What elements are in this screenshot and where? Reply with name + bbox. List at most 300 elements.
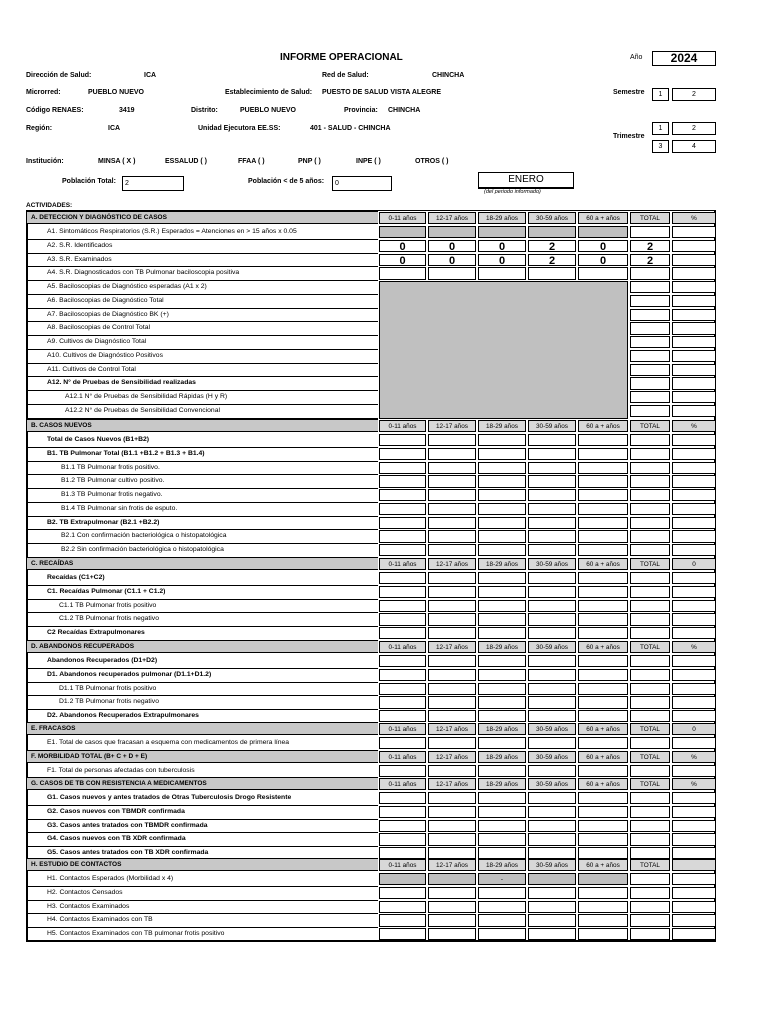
section-h-cell-col-12-17[interactable] <box>428 928 476 940</box>
section-h-cell-col-0-11[interactable] <box>379 901 426 913</box>
section-c-cell-col-12-17[interactable] <box>428 627 476 639</box>
section-a-cell-col-total[interactable] <box>630 226 670 238</box>
section-g-cell-col-pct[interactable] <box>672 820 716 832</box>
section-a-cell-col-60-plus[interactable]: 0 <box>578 240 628 252</box>
section-h-cell-col-total[interactable] <box>630 914 670 926</box>
section-b-cell-col-18-29[interactable] <box>478 544 526 556</box>
section-b-cell-col-30-59[interactable] <box>528 517 576 529</box>
semestre-option-2[interactable]: 2 <box>672 88 716 101</box>
section-a-cell-col-18-29[interactable]: 0 <box>478 240 526 252</box>
section-g-title: G. CASOS DE TB CON RESISTENCIA A MEDICAMENTOS <box>27 777 378 790</box>
trimestre-option-3[interactable]: 3 <box>652 140 669 153</box>
section-a-cell-col-0-11[interactable]: 0 <box>379 254 426 266</box>
section-g-cell-col-60-plus[interactable] <box>578 820 628 832</box>
section-d-cell-col-60-plus[interactable] <box>578 696 628 708</box>
section-a-cell-col-0-11[interactable] <box>379 267 426 279</box>
section-d-cell-col-18-29[interactable] <box>478 655 526 667</box>
section-h-cell-col-total[interactable] <box>630 901 670 913</box>
section-d-cell-col-18-29[interactable] <box>478 696 526 708</box>
section-e-header-col-18-29: 18-29 años <box>478 723 526 735</box>
section-b-cell-col-12-17[interactable] <box>428 503 476 515</box>
section-b-cell-col-30-59[interactable] <box>528 434 576 446</box>
section-e-cell-col-0-11[interactable] <box>379 737 426 749</box>
section-g-cell-col-12-17[interactable] <box>428 792 476 804</box>
section-d-cell-col-12-17[interactable] <box>428 710 476 722</box>
section-d-cell-col-total[interactable] <box>630 669 670 681</box>
section-h-cell-col-pct[interactable] <box>672 887 716 899</box>
section-c-cell-col-0-11[interactable] <box>379 613 426 625</box>
distrito-label: Distrito: <box>191 107 218 114</box>
section-h-cell-col-60-plus[interactable] <box>578 873 628 885</box>
section-h-cell-col-60-plus[interactable] <box>578 914 628 926</box>
section-f-cell-col-60-plus[interactable] <box>578 765 628 777</box>
section-a-cell-col-pct[interactable] <box>672 364 716 376</box>
section-a-cell-col-60-plus[interactable]: 0 <box>578 254 628 266</box>
month-field[interactable]: ENERO <box>478 172 574 189</box>
section-a-cell-col-pct[interactable] <box>672 226 716 238</box>
section-b-cell-col-18-29[interactable] <box>478 448 526 460</box>
section-d-cell-col-30-59[interactable] <box>528 683 576 695</box>
section-c-cell-col-18-29[interactable] <box>478 572 526 584</box>
section-c-cell-col-pct[interactable] <box>672 627 716 639</box>
trimestre-option-2[interactable]: 2 <box>672 122 716 135</box>
section-d-row-label: D1. Abandonos recuperados pulmonar (D1.1+D1.2) <box>47 670 212 678</box>
section-b-cell-col-12-17[interactable] <box>428 475 476 487</box>
section-c-cell-col-18-29[interactable] <box>478 600 526 612</box>
section-b-cell-col-total[interactable] <box>630 434 670 446</box>
section-c-cell-col-0-11[interactable] <box>379 627 426 639</box>
section-a-cell-col-total[interactable] <box>630 281 670 293</box>
section-d-cell-col-18-29[interactable] <box>478 669 526 681</box>
section-h-cell-col-12-17[interactable] <box>428 873 476 885</box>
section-g-cell-col-0-11[interactable] <box>379 833 426 845</box>
section-a-cell-col-pct[interactable] <box>672 391 716 403</box>
section-b-cell-col-pct[interactable] <box>672 448 716 460</box>
section-b-cell-col-pct[interactable] <box>672 530 716 542</box>
section-h-cell-col-18-29[interactable] <box>478 901 526 913</box>
section-h-cell-col-0-11[interactable] <box>379 873 426 885</box>
section-c-cell-col-pct[interactable] <box>672 613 716 625</box>
section-a-cell-col-pct[interactable] <box>672 281 716 293</box>
section-d-cell-col-12-17[interactable] <box>428 669 476 681</box>
section-g-cell-col-0-11[interactable] <box>379 792 426 804</box>
section-c-cell-col-total[interactable] <box>630 586 670 598</box>
semestre-label: Semestre <box>613 89 645 96</box>
section-f-cell-col-pct[interactable] <box>672 765 716 777</box>
section-b-cell-col-total[interactable] <box>630 517 670 529</box>
section-a-cell-col-pct[interactable] <box>672 405 716 417</box>
section-a-cell-col-18-29[interactable] <box>478 226 526 238</box>
section-h-cell-col-0-11[interactable] <box>379 928 426 940</box>
section-b-cell-col-0-11[interactable] <box>379 544 426 556</box>
section-b-cell-col-pct[interactable] <box>672 503 716 515</box>
section-a-cell-col-total[interactable] <box>630 405 670 417</box>
institucion-ffaa[interactable]: FFAA ( ) <box>238 158 265 165</box>
section-h-cell-col-total[interactable] <box>630 873 670 885</box>
section-g-cell-col-18-29[interactable] <box>478 820 526 832</box>
section-b-cell-col-60-plus[interactable] <box>578 503 628 515</box>
section-a-cell-col-total[interactable]: 2 <box>630 254 670 266</box>
section-e-cell-col-total[interactable] <box>630 737 670 749</box>
section-g-cell-col-12-17[interactable] <box>428 847 476 859</box>
section-e-cell-col-60-plus[interactable] <box>578 737 628 749</box>
section-g-cell-col-30-59[interactable] <box>528 833 576 845</box>
section-h-cell-col-30-59[interactable] <box>528 901 576 913</box>
section-d-cell-col-pct[interactable] <box>672 710 716 722</box>
section-g-cell-col-0-11[interactable] <box>379 847 426 859</box>
section-a-cell-col-30-59[interactable] <box>528 226 576 238</box>
section-d-cell-col-30-59[interactable] <box>528 696 576 708</box>
section-b-cell-col-30-59[interactable] <box>528 489 576 501</box>
section-c-cell-col-total[interactable] <box>630 627 670 639</box>
section-d-cell-col-pct[interactable] <box>672 669 716 681</box>
section-b-header-col-pct: % <box>672 420 716 432</box>
section-c-cell-col-pct[interactable] <box>672 600 716 612</box>
report-title: INFORME OPERACIONAL <box>280 52 403 63</box>
section-c-cell-col-pct[interactable] <box>672 586 716 598</box>
section-h-cell-col-total[interactable] <box>630 928 670 940</box>
section-a-cell-col-pct[interactable] <box>672 309 716 321</box>
section-b-cell-col-30-59[interactable] <box>528 503 576 515</box>
section-b-cell-col-0-11[interactable] <box>379 530 426 542</box>
poblacion-total-field[interactable]: 2 <box>122 176 184 191</box>
section-b-cell-col-18-29[interactable] <box>478 475 526 487</box>
section-d-cell-col-18-29[interactable] <box>478 683 526 695</box>
section-d-cell-col-30-59[interactable] <box>528 710 576 722</box>
section-g-cell-col-total[interactable] <box>630 806 670 818</box>
section-h-cell-col-12-17[interactable] <box>428 914 476 926</box>
section-h-cell-col-18-29[interactable] <box>478 928 526 940</box>
institucion-otros[interactable]: OTROS ( ) <box>415 158 449 165</box>
section-d-cell-col-12-17[interactable] <box>428 696 476 708</box>
section-g-cell-col-total[interactable] <box>630 792 670 804</box>
section-b-cell-col-18-29[interactable] <box>478 503 526 515</box>
section-f-cell-col-total[interactable] <box>630 765 670 777</box>
section-b-cell-col-0-11[interactable] <box>379 517 426 529</box>
section-a-cell-col-pct[interactable] <box>672 240 716 252</box>
section-a-cell-col-pct[interactable] <box>672 377 716 389</box>
section-c-cell-col-30-59[interactable] <box>528 600 576 612</box>
section-b-cell-col-18-29[interactable] <box>478 462 526 474</box>
section-a-cell-col-pct[interactable] <box>672 254 716 266</box>
section-f-cell-col-30-59[interactable] <box>528 765 576 777</box>
section-g-row-label: G1. Casos nuevos y antes tratados de Otras Tuberculosis Drogo Resistente <box>47 794 292 801</box>
section-f-cell-col-12-17[interactable] <box>428 765 476 777</box>
section-b-cell-col-30-59[interactable] <box>528 530 576 542</box>
section-g-cell-col-60-plus[interactable] <box>578 792 628 804</box>
section-g-cell-col-12-17[interactable] <box>428 820 476 832</box>
section-g-cell-col-12-17[interactable] <box>428 833 476 845</box>
section-c-cell-col-12-17[interactable] <box>428 600 476 612</box>
section-d-cell-col-60-plus[interactable] <box>578 655 628 667</box>
section-h-cell-col-pct[interactable] <box>672 914 716 926</box>
poblacion-menor5-field[interactable]: 0 <box>332 176 392 191</box>
section-c-cell-col-30-59[interactable] <box>528 572 576 584</box>
section-b-cell-col-18-29[interactable] <box>478 530 526 542</box>
section-h-cell-col-12-17[interactable] <box>428 887 476 899</box>
institucion-inpe[interactable]: INPE ( ) <box>356 158 381 165</box>
section-e-cell-col-18-29[interactable] <box>478 737 526 749</box>
section-h-cell-col-12-17[interactable] <box>428 901 476 913</box>
section-b-cell-col-18-29[interactable] <box>478 434 526 446</box>
section-g-cell-col-pct[interactable] <box>672 833 716 845</box>
section-c-cell-col-60-plus[interactable] <box>578 600 628 612</box>
year-field[interactable]: 2024 <box>652 51 716 66</box>
section-g-cell-col-60-plus[interactable] <box>578 847 628 859</box>
section-d-cell-col-total[interactable] <box>630 710 670 722</box>
section-d-cell-col-12-17[interactable] <box>428 655 476 667</box>
section-a-cell-col-12-17[interactable] <box>428 267 476 279</box>
section-h-cell-col-18-29[interactable] <box>478 914 526 926</box>
section-a-cell-col-12-17[interactable] <box>428 226 476 238</box>
section-a-cell-col-0-11[interactable] <box>379 226 426 238</box>
section-d-cell-col-0-11[interactable] <box>379 683 426 695</box>
section-b-cell-col-pct[interactable] <box>672 517 716 529</box>
section-b-cell-col-total[interactable] <box>630 475 670 487</box>
semestre-option-1[interactable]: 1 <box>652 88 669 101</box>
section-b-cell-col-60-plus[interactable] <box>578 489 628 501</box>
trimestre-option-4[interactable]: 4 <box>672 140 716 153</box>
section-f-cell-col-0-11[interactable] <box>379 765 426 777</box>
section-a-cell-col-18-29[interactable] <box>478 267 526 279</box>
section-d-cell-col-0-11[interactable] <box>379 710 426 722</box>
section-a-cell-col-30-59[interactable]: 2 <box>528 240 576 252</box>
section-d-cell-col-pct[interactable] <box>672 683 716 695</box>
section-c-cell-col-60-plus[interactable] <box>578 613 628 625</box>
section-c-cell-col-total[interactable] <box>630 600 670 612</box>
section-a-cell-col-total[interactable] <box>630 377 670 389</box>
section-h-cell-col-30-59[interactable] <box>528 928 576 940</box>
section-b-row-label: B1.4 TB Pulmonar sin frotis de esputo. <box>61 504 178 512</box>
section-b-cell-col-60-plus[interactable] <box>578 448 628 460</box>
section-f-header-col-pct: % <box>672 751 716 763</box>
section-h-cell-col-60-plus[interactable] <box>578 887 628 899</box>
section-c-cell-col-30-59[interactable] <box>528 627 576 639</box>
section-b-cell-col-60-plus[interactable] <box>578 517 628 529</box>
section-h-cell-col-30-59[interactable] <box>528 873 576 885</box>
section-b-cell-col-12-17[interactable] <box>428 434 476 446</box>
section-d-cell-col-0-11[interactable] <box>379 669 426 681</box>
section-a-row-label: A1. Sintomáticos Respiratorios (S.R.) Esperados = Atenciones en > 15 años x 0.05 <box>47 228 297 235</box>
section-a-cell-col-total[interactable] <box>630 309 670 321</box>
section-b-cell-col-60-plus[interactable] <box>578 544 628 556</box>
section-b-cell-col-12-17[interactable] <box>428 462 476 474</box>
section-d-cell-col-pct[interactable] <box>672 696 716 708</box>
section-d-cell-col-0-11[interactable] <box>379 696 426 708</box>
section-b-cell-col-30-59[interactable] <box>528 448 576 460</box>
section-g-cell-col-30-59[interactable] <box>528 820 576 832</box>
section-a-cell-col-0-11[interactable]: 0 <box>379 240 426 252</box>
section-h-cell-col-0-11[interactable] <box>379 914 426 926</box>
section-a-cell-col-total[interactable]: 2 <box>630 240 670 252</box>
section-c-cell-col-30-59[interactable] <box>528 586 576 598</box>
section-b-cell-col-0-11[interactable] <box>379 475 426 487</box>
section-h-cell-col-18-29[interactable]: - <box>478 873 526 885</box>
section-a-cell-col-total[interactable] <box>630 391 670 403</box>
trimestre-option-1[interactable]: 1 <box>652 122 669 135</box>
section-b-cell-col-total[interactable] <box>630 448 670 460</box>
section-c-cell-col-0-11[interactable] <box>379 600 426 612</box>
section-b-cell-col-30-59[interactable] <box>528 462 576 474</box>
section-c-cell-col-60-plus[interactable] <box>578 586 628 598</box>
section-b-cell-col-60-plus[interactable] <box>578 462 628 474</box>
section-a-cell-col-18-29[interactable]: 0 <box>478 254 526 266</box>
section-g-cell-col-18-29[interactable] <box>478 792 526 804</box>
section-a-cell-col-total[interactable] <box>630 295 670 307</box>
section-b-cell-col-12-17[interactable] <box>428 517 476 529</box>
section-b-cell-col-0-11[interactable] <box>379 489 426 501</box>
section-a-cell-col-12-17[interactable]: 0 <box>428 254 476 266</box>
section-b-header-col-12-17: 12-17 años <box>428 420 476 432</box>
section-g-cell-col-pct[interactable] <box>672 847 716 859</box>
section-d-row-label: D1.2 TB Pulmonar frotis negativo <box>59 698 159 706</box>
institucion-pnp[interactable]: PNP ( ) <box>298 158 321 165</box>
section-b-cell-col-30-59[interactable] <box>528 544 576 556</box>
section-g-cell-col-60-plus[interactable] <box>578 806 628 818</box>
section-g-cell-col-18-29[interactable] <box>478 806 526 818</box>
section-c-cell-col-0-11[interactable] <box>379 586 426 598</box>
section-a-cell-col-60-plus[interactable] <box>578 267 628 279</box>
section-c-cell-col-18-29[interactable] <box>478 613 526 625</box>
section-a-cell-col-pct[interactable] <box>672 295 716 307</box>
section-b-cell-col-12-17[interactable] <box>428 489 476 501</box>
section-b-cell-col-30-59[interactable] <box>528 475 576 487</box>
section-g-cell-col-total[interactable] <box>630 847 670 859</box>
section-g-cell-col-0-11[interactable] <box>379 820 426 832</box>
section-h-cell-col-pct[interactable] <box>672 873 716 885</box>
institucion-minsa[interactable]: MINSA ( X ) <box>98 158 136 165</box>
section-d-cell-col-60-plus[interactable] <box>578 683 628 695</box>
section-b-cell-col-12-17[interactable] <box>428 530 476 542</box>
section-b-cell-col-12-17[interactable] <box>428 544 476 556</box>
section-a-cell-col-12-17[interactable]: 0 <box>428 240 476 252</box>
section-b-cell-col-pct[interactable] <box>672 462 716 474</box>
section-a-cell-col-total[interactable] <box>630 322 670 334</box>
section-a-cell-col-pct[interactable] <box>672 350 716 362</box>
section-b-cell-col-total[interactable] <box>630 530 670 542</box>
section-g-cell-col-0-11[interactable] <box>379 806 426 818</box>
section-c-cell-col-total[interactable] <box>630 572 670 584</box>
section-d-cell-col-pct[interactable] <box>672 655 716 667</box>
section-h-cell-col-total[interactable] <box>630 887 670 899</box>
section-h-cell-col-60-plus[interactable] <box>578 928 628 940</box>
section-g-cell-col-12-17[interactable] <box>428 806 476 818</box>
section-b-cell-col-pct[interactable] <box>672 475 716 487</box>
section-a-cell-col-total[interactable] <box>630 336 670 348</box>
section-c-cell-col-12-17[interactable] <box>428 586 476 598</box>
section-a-header-col-12-17: 12-17 años <box>428 212 476 224</box>
section-b-cell-col-12-17[interactable] <box>428 448 476 460</box>
provincia-label: Provincia: <box>344 107 378 114</box>
section-c-cell-col-18-29[interactable] <box>478 586 526 598</box>
section-c-cell-col-60-plus[interactable] <box>578 627 628 639</box>
section-c-cell-col-0-11[interactable] <box>379 572 426 584</box>
section-b-cell-col-18-29[interactable] <box>478 517 526 529</box>
section-f-cell-col-18-29[interactable] <box>478 765 526 777</box>
section-g-cell-col-total[interactable] <box>630 833 670 845</box>
section-b-cell-col-18-29[interactable] <box>478 489 526 501</box>
section-d-cell-col-30-59[interactable] <box>528 655 576 667</box>
section-b-cell-col-60-plus[interactable] <box>578 434 628 446</box>
section-d-cell-col-30-59[interactable] <box>528 669 576 681</box>
section-b-cell-col-pct[interactable] <box>672 544 716 556</box>
section-g-cell-col-30-59[interactable] <box>528 806 576 818</box>
section-g-cell-col-18-29[interactable] <box>478 833 526 845</box>
section-a-row-label: A5. Baciloscopias de Diagnóstico esperadas (A1 x 2) <box>47 283 207 290</box>
section-d-cell-col-60-plus[interactable] <box>578 669 628 681</box>
section-h-row-label: H4. Contactos Examinados con TB <box>47 916 153 924</box>
section-a-cell-col-pct[interactable] <box>672 267 716 279</box>
section-a-cell-col-total[interactable] <box>630 267 670 279</box>
section-g-cell-col-total[interactable] <box>630 820 670 832</box>
section-d-cell-col-60-plus[interactable] <box>578 710 628 722</box>
section-h-cell-col-30-59[interactable] <box>528 914 576 926</box>
section-b-cell-col-pct[interactable] <box>672 434 716 446</box>
section-d-cell-col-18-29[interactable] <box>478 710 526 722</box>
section-d-cell-col-total[interactable] <box>630 655 670 667</box>
section-d-cell-col-12-17[interactable] <box>428 683 476 695</box>
section-b-cell-col-total[interactable] <box>630 544 670 556</box>
section-a-cell-col-30-59[interactable] <box>528 267 576 279</box>
section-a-cell-col-pct[interactable] <box>672 322 716 334</box>
section-h-cell-col-0-11[interactable] <box>379 887 426 899</box>
section-c-cell-col-30-59[interactable] <box>528 613 576 625</box>
section-a-header-col-30-59: 30-59 años <box>528 212 576 224</box>
section-b-cell-col-pct[interactable] <box>672 489 716 501</box>
section-a-cell-col-total[interactable] <box>630 350 670 362</box>
section-c-cell-col-12-17[interactable] <box>428 613 476 625</box>
section-h-cell-col-pct[interactable] <box>672 901 716 913</box>
section-e-cell-col-30-59[interactable] <box>528 737 576 749</box>
section-a-cell-col-60-plus[interactable] <box>578 226 628 238</box>
section-e-cell-col-pct[interactable] <box>672 737 716 749</box>
section-g-cell-col-60-plus[interactable] <box>578 833 628 845</box>
section-g-cell-col-pct[interactable] <box>672 792 716 804</box>
section-c-cell-col-12-17[interactable] <box>428 572 476 584</box>
section-b-cell-col-total[interactable] <box>630 503 670 515</box>
section-b-cell-col-0-11[interactable] <box>379 434 426 446</box>
section-b-cell-col-0-11[interactable] <box>379 503 426 515</box>
section-d-cell-col-total[interactable] <box>630 683 670 695</box>
section-b-cell-col-60-plus[interactable] <box>578 475 628 487</box>
section-h-cell-col-pct[interactable] <box>672 928 716 940</box>
section-b-cell-col-0-11[interactable] <box>379 448 426 460</box>
section-a-cell-col-total[interactable] <box>630 364 670 376</box>
section-b-cell-col-total[interactable] <box>630 462 670 474</box>
section-b-row-label: B1.3 TB Pulmonar frotis negativo. <box>61 491 163 498</box>
section-c-cell-col-60-plus[interactable] <box>578 572 628 584</box>
section-c-cell-col-pct[interactable] <box>672 572 716 584</box>
section-g-cell-col-30-59[interactable] <box>528 847 576 859</box>
section-h-cell-col-60-plus[interactable] <box>578 901 628 913</box>
section-b-cell-col-60-plus[interactable] <box>578 530 628 542</box>
section-b-cell-col-0-11[interactable] <box>379 462 426 474</box>
section-d-cell-col-0-11[interactable] <box>379 655 426 667</box>
section-d-cell-col-total[interactable] <box>630 696 670 708</box>
section-c-cell-col-18-29[interactable] <box>478 627 526 639</box>
section-h-cell-col-18-29[interactable] <box>478 887 526 899</box>
section-e-cell-col-12-17[interactable] <box>428 737 476 749</box>
section-h-cell-col-30-59[interactable] <box>528 887 576 899</box>
section-g-cell-col-18-29[interactable] <box>478 847 526 859</box>
section-a-cell-col-30-59[interactable]: 2 <box>528 254 576 266</box>
section-c-cell-col-total[interactable] <box>630 613 670 625</box>
section-g-cell-col-30-59[interactable] <box>528 792 576 804</box>
section-b-cell-col-total[interactable] <box>630 489 670 501</box>
section-g-cell-col-pct[interactable] <box>672 806 716 818</box>
institucion-essalud[interactable]: ESSALUD ( ) <box>165 158 207 165</box>
section-a-cell-col-pct[interactable] <box>672 336 716 348</box>
